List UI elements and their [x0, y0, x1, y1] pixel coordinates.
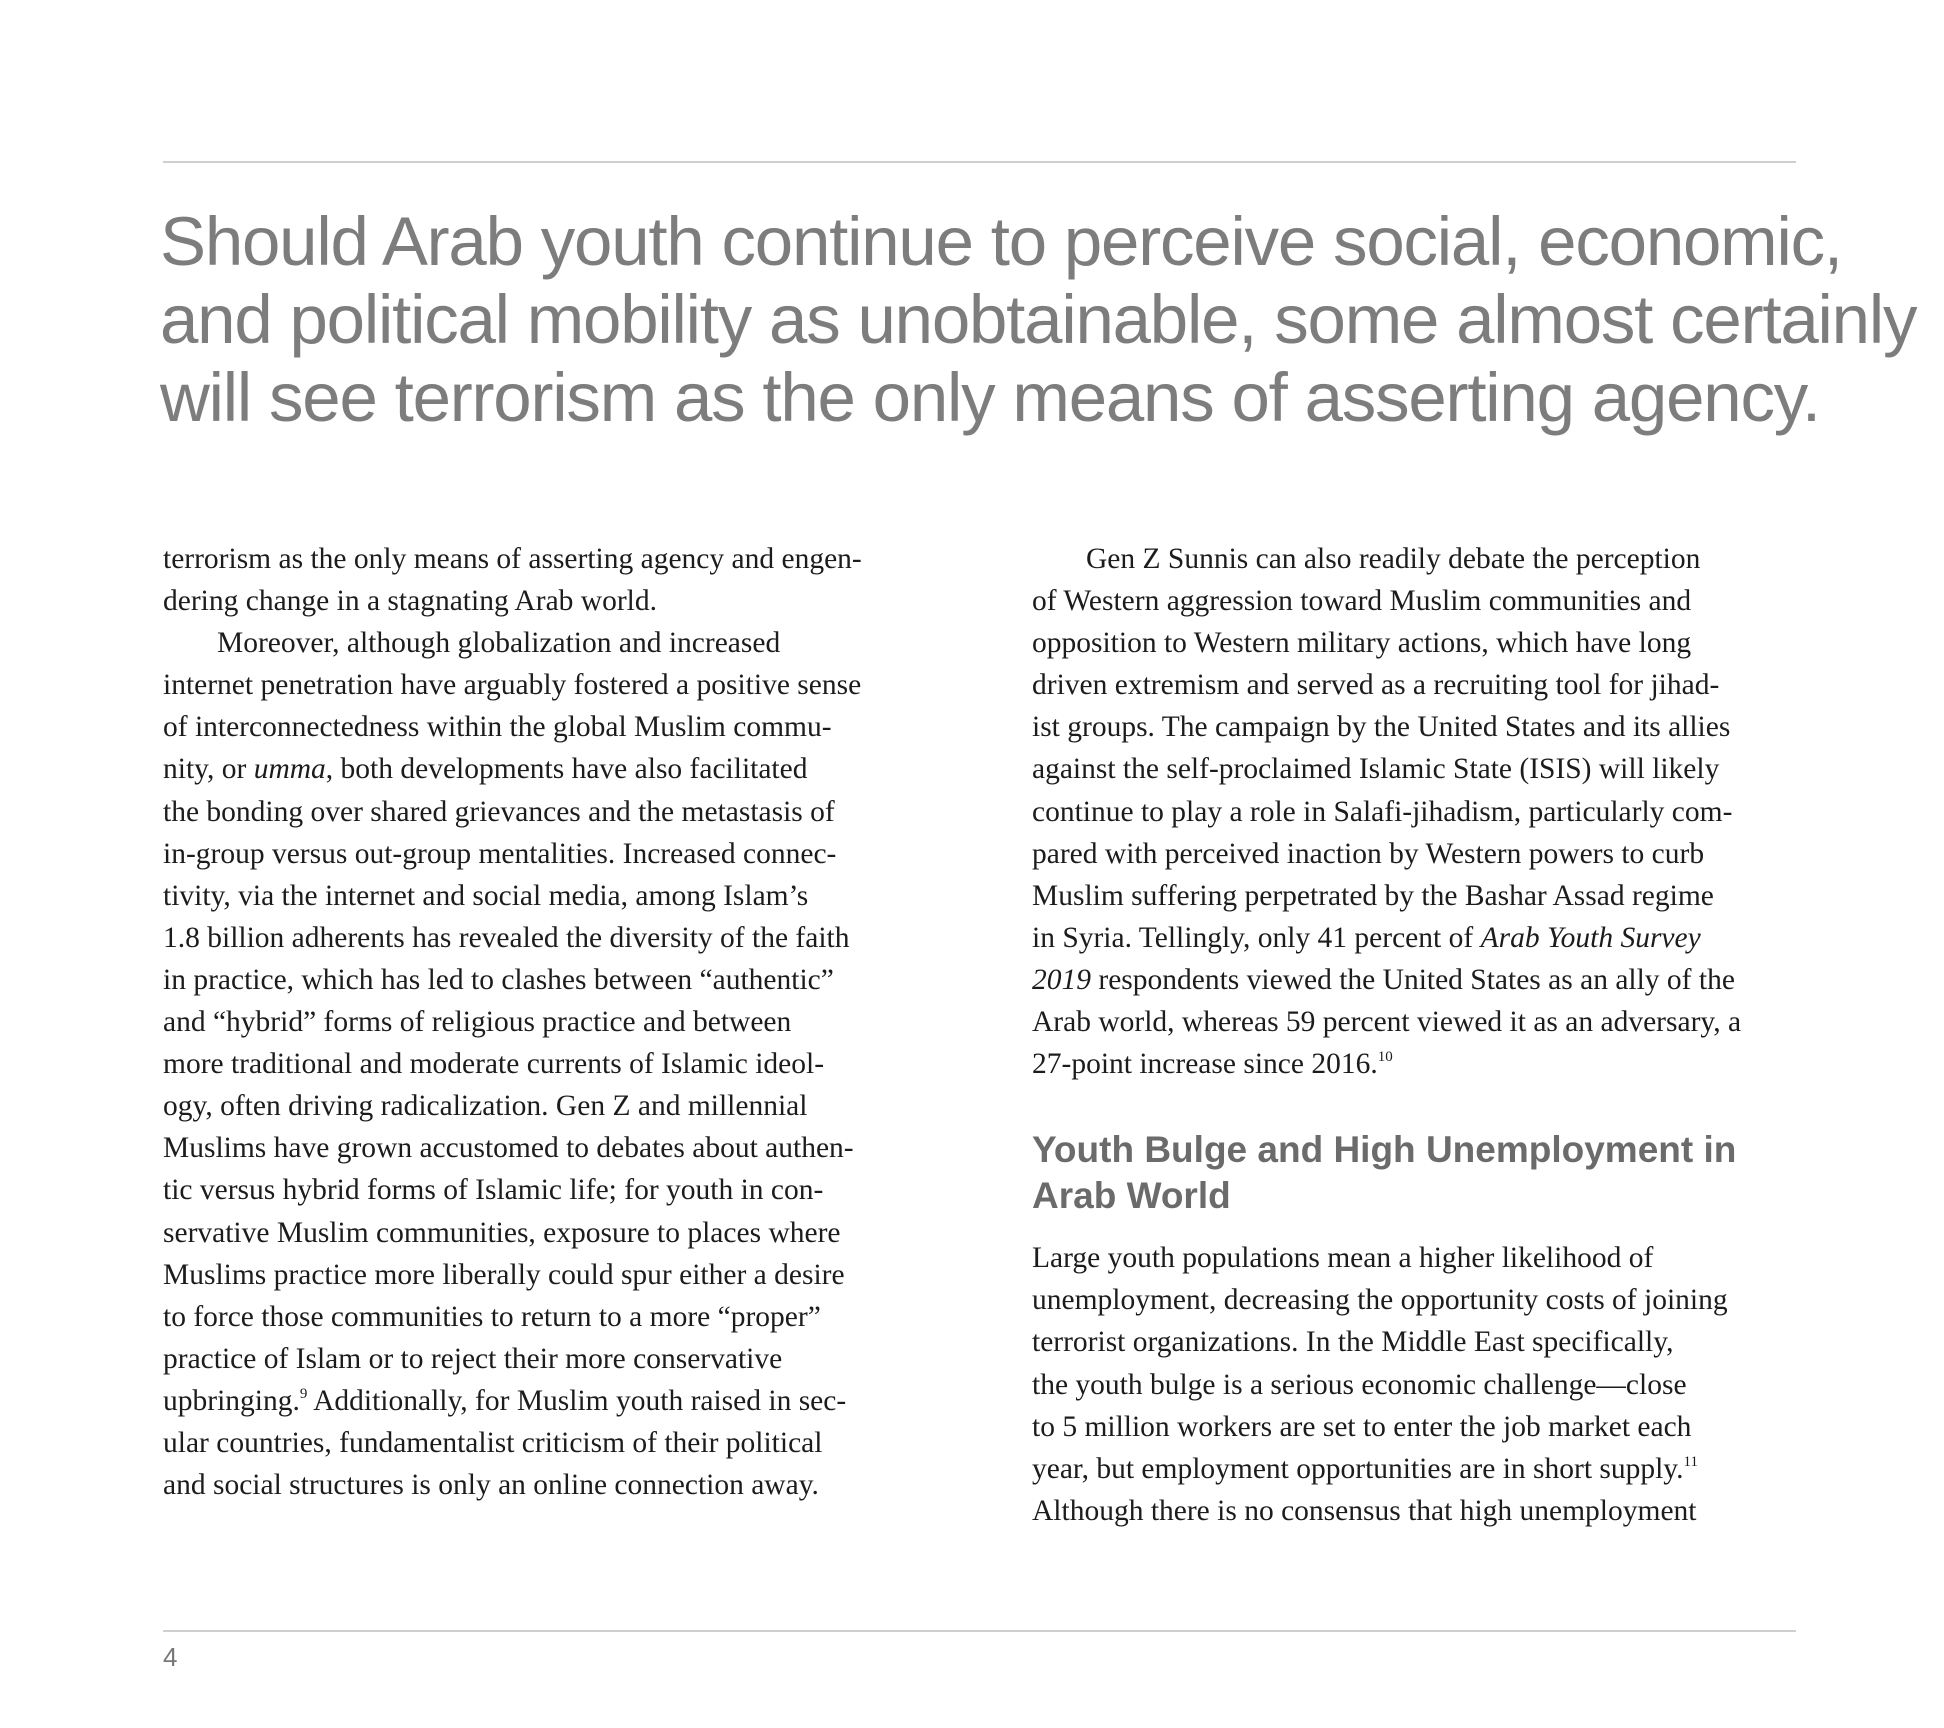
- bottom-divider: [163, 1630, 1796, 1632]
- text-line: Muslims practice more liberally could spur either a desire: [163, 1258, 845, 1291]
- text-line: ist groups. The campaign by the United States and its allies: [1032, 711, 1731, 744]
- text-line: internet penetration have arguably fostered a positive sense: [163, 669, 862, 702]
- pull-quote-line: and political mobility as unobtainable, some almost certainly: [160, 281, 1917, 358]
- heading-line: Youth Bulge and High Unemployment in: [1032, 1129, 1737, 1171]
- text-line: of Western aggression toward Muslim communities and: [1032, 585, 1692, 618]
- text-line: Muslims have grown accustomed to debates about authen-: [163, 1132, 854, 1165]
- text-line: [1032, 1448, 1802, 1490]
- text-line: Arab world, whereas 59 percent viewed it as an adversary, a: [1032, 1006, 1742, 1039]
- text-line: against the self-proclaimed Islamic State (ISIS) will likely: [1032, 753, 1720, 786]
- text-line: pared with perceived inaction by Western powers to curb: [1032, 837, 1705, 870]
- text-line: [1032, 1043, 1802, 1085]
- right-column: [1032, 538, 1802, 1532]
- italic-title: 2019: [1032, 963, 1091, 996]
- footnote-reference: 9: [299, 1385, 308, 1402]
- top-divider: [163, 161, 1796, 163]
- text-run: nity, or: [163, 753, 254, 786]
- text-line: dering change in a stagnating Arab world.: [163, 585, 657, 618]
- footnote-reference: 11: [1683, 1453, 1698, 1470]
- text-line: and social structures is only an online connection away.: [163, 1469, 819, 1502]
- text-line: continue to play a role in Salafi-jihadism, particularly com-: [1032, 795, 1733, 828]
- text-line: in practice, which has led to clashes between “authentic”: [163, 963, 834, 996]
- text-line: [1032, 959, 1802, 1001]
- text-line: tivity, via the internet and social media, among Islam’s: [163, 879, 809, 912]
- text-line: the youth bulge is a serious economic challenge—close: [1032, 1368, 1687, 1401]
- text-line: in-group versus out-group mentalities. Increased connec-: [163, 837, 837, 870]
- text-line: driven extremism and served as a recruiting tool for jihad-: [1032, 669, 1720, 702]
- text-run: 27-point increase since 2016.: [1032, 1048, 1378, 1081]
- paragraph: [1032, 1237, 1802, 1532]
- text-line: of interconnectedness within the global Muslim commu-: [163, 711, 832, 744]
- text-run: in Syria. Tellingly, only 41 percent of: [1032, 921, 1481, 954]
- text-line: practice of Islam or to reject their more conservative: [163, 1342, 783, 1375]
- text-line: ular countries, fundamentalist criticism of their political: [163, 1426, 823, 1459]
- text-line: 1.8 billion adherents has revealed the diversity of the faith: [163, 921, 850, 954]
- text-line: the bonding over shared grievances and the metastasis of: [163, 795, 835, 828]
- text-run: respondents viewed the United States as an ally of the: [1091, 963, 1735, 996]
- pull-quote-line: will see terrorism as the only means of asserting agency.: [160, 359, 1820, 436]
- text-line: [163, 1380, 933, 1422]
- text-run: upbringing.: [163, 1384, 300, 1417]
- text-line: servative Muslim communities, exposure to places where: [163, 1216, 841, 1249]
- paragraph: [163, 538, 933, 622]
- text-line: [163, 748, 933, 790]
- text-line: and “hybrid” forms of religious practice and between: [163, 1006, 792, 1039]
- text-line: tic versus hybrid forms of Islamic life; for youth in con-: [163, 1174, 824, 1207]
- text-line: ogy, often driving radicalization. Gen Z and millennial: [163, 1090, 808, 1123]
- paragraph: [163, 622, 933, 1506]
- text-run: Additionally, for Muslim youth raised in sec-: [307, 1384, 847, 1417]
- heading-line: Arab World: [1032, 1175, 1231, 1217]
- text-line: Gen Z Sunnis can also readily debate the perception: [1086, 543, 1701, 575]
- text-run: year, but employment opportunities are in short supply.: [1032, 1452, 1684, 1485]
- text-line: more traditional and moderate currents of Islamic ideol-: [163, 1048, 825, 1081]
- left-column: [163, 538, 933, 1506]
- text-line: Large youth populations mean a higher likelihood of: [1032, 1242, 1654, 1275]
- pull-quote: [160, 203, 1917, 437]
- text-line: to force those communities to return to a more “proper”: [163, 1300, 821, 1333]
- text-line: terrorist organizations. In the Middle East specifically,: [1032, 1326, 1674, 1359]
- pull-quote-line: Should Arab youth continue to perceive social, economic,: [160, 203, 1842, 280]
- text-line: Muslim suffering perpetrated by the Bashar Assad regime: [1032, 879, 1714, 912]
- section-heading: [1032, 1127, 1802, 1219]
- text-line: terrorism as the only means of asserting agency and engen-: [163, 543, 862, 575]
- footnote-reference: 10: [1377, 1049, 1393, 1066]
- text-line: to 5 million workers are set to enter the job market each: [1032, 1410, 1692, 1443]
- paragraph: [1032, 538, 1802, 1085]
- page-number: 4: [163, 1642, 178, 1672]
- italic-term: umma: [253, 753, 326, 786]
- italic-title: Arab Youth Survey: [1480, 921, 1701, 954]
- text-line: unemployment, decreasing the opportunity costs of joining: [1032, 1284, 1728, 1317]
- text-line: [1032, 917, 1802, 959]
- text-run: , both developments have also facilitated: [325, 753, 808, 786]
- text-line: Although there is no consensus that high unemployment: [1032, 1494, 1697, 1527]
- text-line: Moreover, although globalization and increased: [217, 627, 781, 660]
- text-line: opposition to Western military actions, which have long: [1032, 627, 1692, 660]
